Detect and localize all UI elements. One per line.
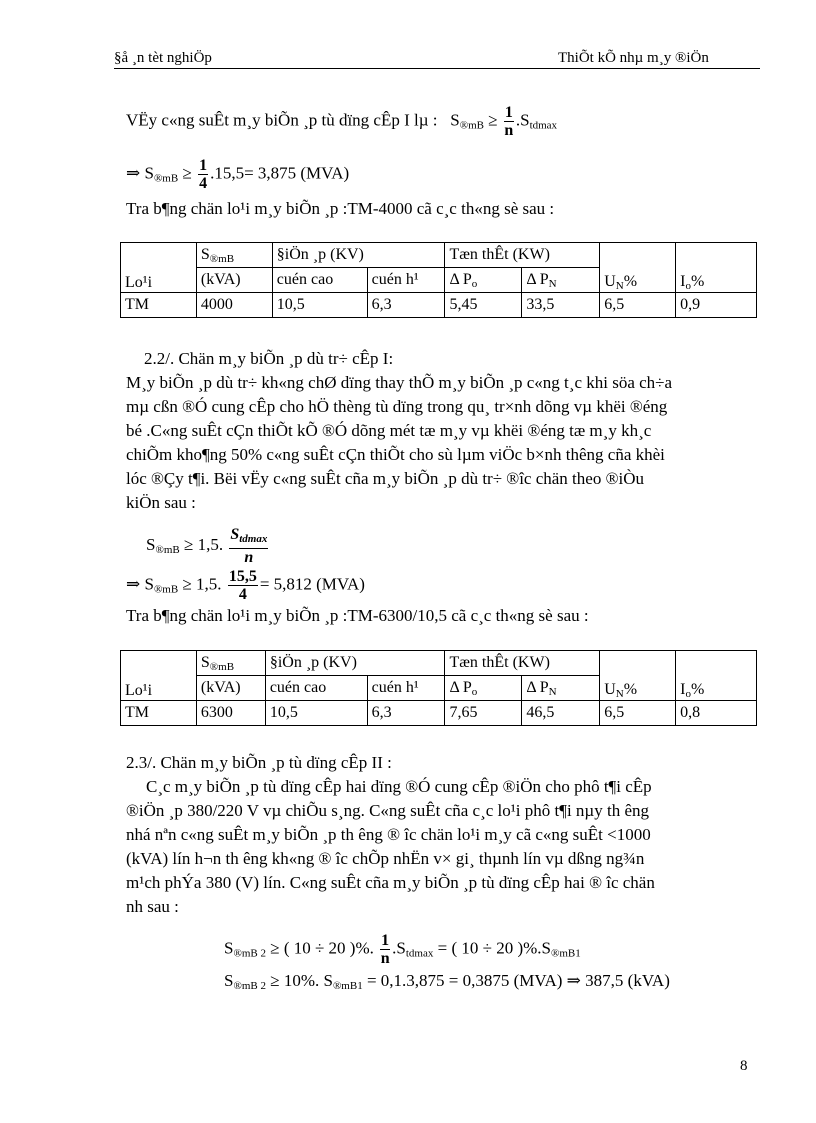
- fraction: $\frac{1}{n}$: [380, 932, 390, 967]
- table2-caption: Tra b¶ng chän lo¹i m¸y biÕn ¸p :TM-6300/10,5 cã c¸c th«ng sè sau :: [126, 606, 589, 625]
- fraction: $\frac{S_{tdmax}}{n}$: [230, 526, 268, 566]
- col-voltage: §iÖn ¸p (KV): [272, 243, 445, 268]
- table-row: TM 4000 10,5 6,3 5,45 33,5 6,5 0,9: [121, 293, 757, 318]
- section-2-2-title: 2.2/. Chän m¸y biÕn ¸p dù tr÷ cÊp I:: [144, 349, 394, 368]
- header-left: §å ¸n tèt nghiÖp: [114, 50, 212, 66]
- fraction: $\frac{1}{4}$: [199, 157, 208, 192]
- fraction: $\frac{15,5}{4}$: [228, 568, 257, 603]
- col-un: $U_N\%$: [600, 651, 676, 701]
- paragraph-line: bé .C«ng suÊt cÇn thiÕt kÕ ®Ó dõng mét tæ m¸y vµ khëi ®éng tæ m¸y kh¸c: [126, 421, 652, 440]
- paragraph-line: nhá nªn c«ng suÊt m¸y biÕn ¸p th êng ® îc chän lo¹i m¸y cã c«ng suÊt <1000: [126, 825, 651, 844]
- eq-s-dmB-result: ⇒ $S_{®mB}$ ≥ $\frac{1}{4}$ .15,5= 3,875 (MVA): [126, 157, 350, 192]
- paragraph-line: kiÖn sau :: [126, 493, 196, 512]
- section-2-3-title: 2.3/. Chän m¸y biÕn ¸p tù dïng cÊp II :: [126, 753, 392, 772]
- header-rule: [114, 68, 760, 69]
- eq-aux-ii-result: $S_{®mB 2} \ge 10\%$. $S_{®mB1} = 0,1.3,875 = 0,3875$ (MVA) ⇒ 387,5 (kVA): [224, 971, 670, 992]
- col-rated-power: $S_{®mB}$: [196, 243, 272, 268]
- transformer-table-1: Lo¹i $S_{®mB}$ §iÖn ¸p (KV) Tæn thÊt (KW) $U_N\%$ $I_o\%$ (kVA) cuén cao cuén h¹ Δ $P_o$ Δ $P_N$ TM 4000 10,5 6,3 5,45 33,5 6,5 0,9: [120, 242, 757, 318]
- col-un: $U_N\%$: [600, 243, 676, 293]
- table-row: TM 6300 10,5 6,3 7,65 46,5 6,5 0,8: [121, 701, 757, 726]
- paragraph-line: ®iÖn ¸p 380/220 V vµ chiÕu s¸ng. C«ng suÊt cña c¸c lo¹i phô t¶i nµy th êng: [126, 801, 649, 820]
- paragraph-line: chiÕm kho¶ng 50% c«ng suÊt cÇn thiÕt cho sù lµm viÖc b×nh thêng cña khèi: [126, 445, 665, 464]
- paragraph-line: lóc ®Çy t¶i. Bëi vËy c«ng suÊt cña m¸y biÕn ¸p dù tr÷ ®îc chän theo ®iÒu: [126, 469, 644, 488]
- col-io: $I_o\%$: [676, 243, 757, 293]
- paragraph-line: (kVA) lín h¬n th êng kh«ng ® îc chÕp nhËn v× gi¸ thµnh lín vµ dßng ng¾n: [126, 849, 645, 868]
- col-io: $I_o\%$: [676, 651, 757, 701]
- paragraph-line: mµ cßn ®Ó cung cÊp cho hÖ thèng tù dïng trong qu¸ tr×nh dõng vµ khëi ®éng: [126, 397, 668, 416]
- eq-reserve-condition: $S_{®mB} \ge 1,5$. $\frac{S_{tdmax}}{n}$: [146, 526, 268, 566]
- col-type: Lo¹i: [121, 651, 197, 701]
- table1-caption: Tra b¶ng chän lo¹i m¸y biÕn ¸p :TM-4000 cã c¸c th«ng sè sau :: [126, 199, 555, 218]
- col-losses: Tæn thÊt (KW): [445, 243, 600, 268]
- col-losses: Tæn thÊt (KW): [445, 651, 600, 676]
- eq-reserve-result: ⇒ $S_{®mB} \ge 1,5$. $\frac{15,5}{4}$ = 5,812 (MVA): [126, 568, 365, 603]
- col-voltage: §iÖn ¸p (KV): [265, 651, 445, 676]
- transformer-table-2: Lo¹i $S_{®mB}$ §iÖn ¸p (KV) Tæn thÊt (KW) $U_N\%$ $I_o\%$ (kVA) cuén cao cuén h¹ Δ $P_o$ Δ $P_N$ TM 6300 10,5 6,3 7,65 46,5 6,5 0,8: [120, 650, 757, 726]
- fraction: $\frac{1}{n}$: [504, 104, 514, 139]
- eq-s-dmB-intro: VËy c«ng suÊt m¸y biÕn ¸p tù dïng cÊp I lµ : $S_{®mB}$ ≥ $\frac{1}{n}$ $.S_{tdmax}$: [126, 104, 558, 139]
- header-right: ThiÕt kÕ nhµ m¸y ®iÖn: [558, 50, 709, 66]
- col-type: Lo¹i: [121, 243, 197, 293]
- col-rated-power: $S_{®mB}$: [196, 651, 265, 676]
- paragraph-line: M¸y biÕn ¸p dù tr÷ kh«ng chØ dïng thay thÕ m¸y biÕn ¸p c«ng t¸c khi söa ch÷a: [126, 373, 673, 392]
- paragraph-line: C¸c m¸y biÕn ¸p tù dïng cÊp hai dïng ®Ó cung cÊp ®iÖn cho phô t¶i cÊp: [146, 777, 652, 796]
- eq-aux-ii-range: $S_{®mB 2}$ ≥ ( 10 ÷ 20 )%. $\frac{1}{n}$ $.S_{tdmax}$ = ( 10 ÷ 20 )$\%.S_{®mB1}$: [224, 932, 581, 967]
- page-number: 8: [740, 1058, 748, 1074]
- paragraph-line: m¹ch phÝa 380 (V) lín. C«ng suÊt cña m¸y biÕn ¸p tù dïng cÊp hai ® îc chän: [126, 873, 655, 892]
- paragraph-line: nh sau :: [126, 897, 179, 916]
